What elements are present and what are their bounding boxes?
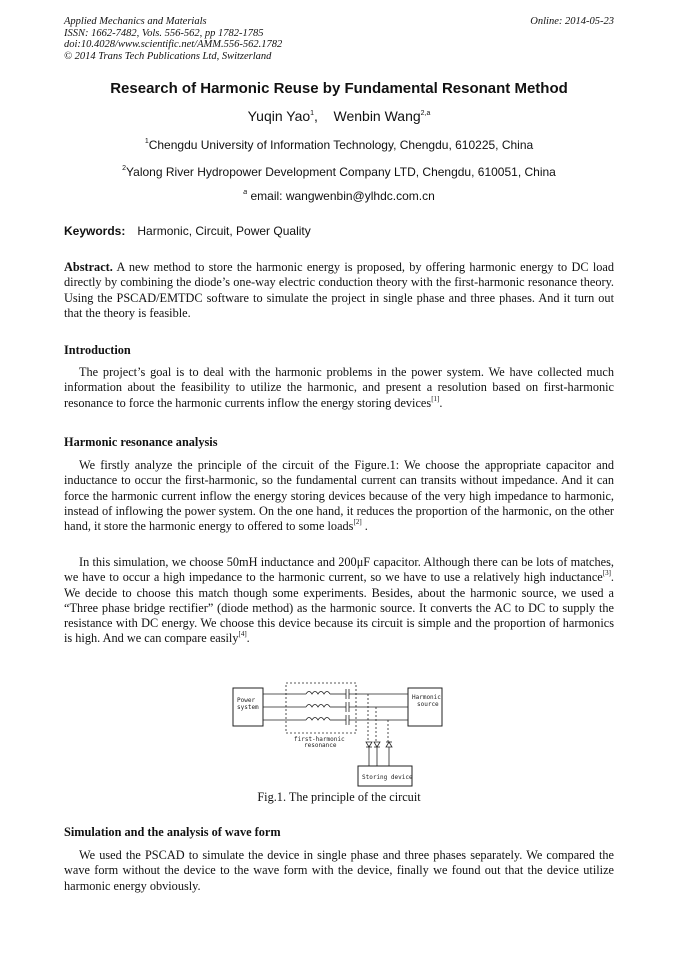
author-line xyxy=(0,108,678,124)
affiliation-text: Chengdu University of Information Technology, Chengdu, 610225, China xyxy=(148,138,534,152)
abstract-label: Abstract. xyxy=(64,260,113,274)
citation: [3] xyxy=(602,569,611,578)
introduction-paragraph xyxy=(64,365,614,411)
affiliation-sup: 2 xyxy=(122,165,127,172)
email-text: email: wangwenbin@ylhdc.com.cn xyxy=(250,189,435,203)
sentence-end: . xyxy=(361,519,368,534)
author-sup: 1 xyxy=(310,110,315,117)
affiliation-text: Yalong River Hydropower Development Company LTD, Chengdu, 610051, China xyxy=(126,165,556,179)
author-name: Yuqin Yao xyxy=(247,108,311,124)
affiliation-sup: a xyxy=(243,189,248,196)
harmonic-source-label: source xyxy=(417,701,439,708)
paragraph-text: In this simulation, we choose 50mH inductance and 200μF capacitor. Although there can be lots of matches, we have to occur a high impedance to the harmonic current, so we have to use a relatively high inductance xyxy=(64,555,614,585)
figure-caption: Fig.1. The principle of the circuit xyxy=(257,790,421,804)
doi-line: doi:10.4028/www.scientific.net/AMM.556-562.1782 xyxy=(64,39,283,50)
paragraph-text: We firstly analyze the principle of the circuit of the Figure.1: We choose the appropriate capacitor and inductance to occur the first-harmonic, so the fundamental current can transits without impedance. And it can force the harmonic current inflow the energy storing devices because of the very high impedance to harmonic, instead of inflowing the power system. On the one hand, it reduces the proportion of the harmonic, on the other hand, it store the harmonic energy to offered to some loads xyxy=(64,458,614,534)
harmonic-paragraph-1 xyxy=(64,458,614,534)
email-line xyxy=(0,189,678,203)
author-name: Wenbin Wang xyxy=(333,108,421,124)
phase-lines xyxy=(263,689,408,725)
author-separator: , xyxy=(314,108,334,124)
sentence-end: . xyxy=(439,395,443,410)
issn-line: ISSN: 1662-7482, Vols. 556-562, pp 1782-1785 xyxy=(64,27,264,39)
resonance-label: resonance xyxy=(304,742,337,749)
power-system-label: system xyxy=(237,704,259,711)
power-system-label: Power xyxy=(237,697,256,704)
citation: [2] xyxy=(353,518,362,527)
abstract xyxy=(64,260,614,321)
harmonic-paragraph-2 xyxy=(64,555,614,647)
journal-name: Applied Mechanics and Materials xyxy=(64,16,207,27)
resonance-label: first-harmonic xyxy=(294,736,345,743)
affiliation-sup: 1 xyxy=(144,138,149,145)
introduction-text: The project’s goal is to deal with the harmonic problems in the power system. We have collected much information about the feasibility to utilize the harmonic, and present a resolution based on first-harmonic resonance to force the harmonic currents inflow the energy storing devices xyxy=(64,365,614,410)
introduction-heading: Introduction xyxy=(64,343,131,357)
resonance-box xyxy=(286,683,356,733)
keywords xyxy=(64,224,311,238)
citation: [4] xyxy=(238,630,247,639)
abstract-text: A new method to store the harmonic energy is proposed, by offering harmonic energy to DC load directly by combining the diode’s one-way electric conduction theory with the first-harmonic resonance theory. Using the PSCAD/EMTDC software to simulate the project in single phase and three phases. And it turn out that the theory is feasible. xyxy=(64,260,614,320)
affiliation-2 xyxy=(0,165,678,179)
keywords-text: Harmonic, Circuit, Power Quality xyxy=(137,224,311,238)
circuit-diagram xyxy=(228,680,450,790)
paragraph-text: . We decide to choose this match though some experiments. Besides, about the harmonic source, we used a “Three phase bridge rectifier” (diode method) as the harmonic source. It converts the AC to DC to supply the resistance with DC energy. We choose this device because its circuit is simple and the proportion of harmonics is high. And we can compare easily xyxy=(64,570,614,646)
sentence-end: . xyxy=(246,631,250,646)
storing-device-label: Storing device xyxy=(362,774,413,781)
keywords-label: Keywords: xyxy=(64,224,126,238)
paper-title: Research of Harmonic Reuse by Fundamental Resonant Method xyxy=(110,80,568,97)
journal-header xyxy=(64,16,282,62)
harmonic-resonance-heading: Harmonic resonance analysis xyxy=(64,435,218,449)
affiliation-1 xyxy=(0,138,678,152)
citation: [1] xyxy=(431,394,440,403)
simulation-heading: Simulation and the analysis of wave form xyxy=(64,825,281,839)
diodes xyxy=(366,742,392,766)
harmonic-source-label: Harmonic xyxy=(412,694,441,701)
simulation-paragraph: We used the PSCAD to simulate the device in single phase and three phases separately. We compared the wave form without the device to the wave form with the device, finally we found out that the device utilize harmonic energy obviously. xyxy=(64,848,614,893)
storing-leads xyxy=(368,694,388,742)
online-date: Online: 2014-05-23 xyxy=(530,16,614,27)
author-sup: 2,a xyxy=(420,110,431,117)
copyright-line: © 2014 Trans Tech Publications Ltd, Switzerland xyxy=(64,50,272,62)
